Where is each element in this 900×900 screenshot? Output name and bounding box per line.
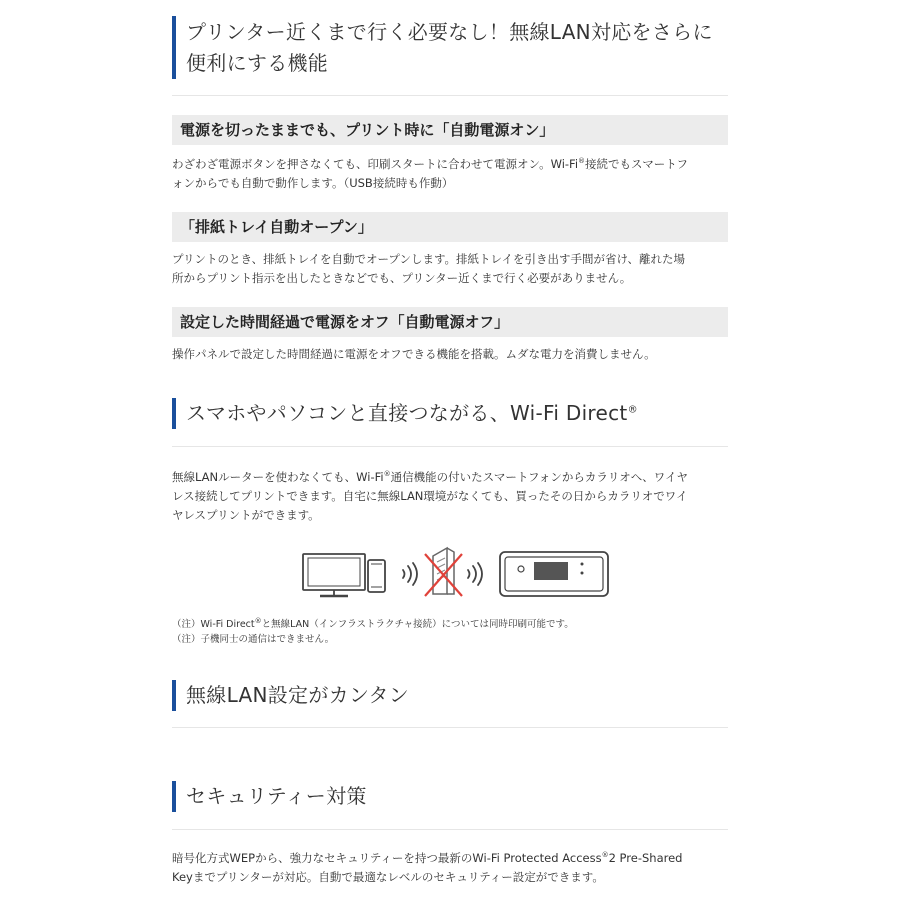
feature-body-auto-power-off	[172, 345, 728, 364]
registered-mark: ®	[601, 851, 609, 860]
text-fragment: 無線LANルーターを使わなくても、Wi-Fi	[172, 470, 384, 484]
registered-mark: ®	[254, 616, 262, 625]
body-line: ヤレスプリントができます。	[172, 508, 320, 522]
signal-waves-icon	[403, 563, 417, 585]
wifi-direct-body	[172, 468, 728, 525]
registered-mark: ®	[383, 470, 391, 479]
printer-icon	[500, 552, 608, 596]
text-fragment: 接続でもスマートフ	[585, 157, 688, 171]
section-heading-security: セキュリティー対策	[172, 781, 728, 812]
body-line: プリントのとき、排紙トレイを自動でオープンします。排紙トレイを引き出す手間が省け、離れた場	[172, 252, 686, 266]
feature-body-auto-power-on	[172, 155, 728, 193]
smartphone-icon	[368, 560, 385, 592]
text-fragment: 通信機能の付いたスマートフォンからカラリオへ、ワイヤ	[390, 470, 688, 484]
divider	[172, 727, 728, 728]
feature-body-auto-tray-open	[172, 250, 728, 288]
body-line	[172, 155, 728, 174]
wifi-direct-illustration	[300, 546, 612, 600]
body-line: 所からプリント指示を出したときなどでも、プリンター近くまで行く必要がありません。	[172, 271, 632, 285]
body-line: レス接続してプリントできます。自宅に無線LAN環境がなくても、買ったその日からカラリオでワイ	[172, 489, 688, 503]
section-heading-setup: 無線LAN設定がカンタン	[172, 680, 728, 711]
body-line: ォンからでも自動で動作します。（USB接続時も作動）	[172, 176, 454, 190]
feature-title-auto-power-on: 電源を切ったままでも、プリント時に「自動電源オン」	[172, 115, 728, 145]
signal-waves-icon	[468, 563, 482, 585]
feature-title-auto-power-off: 設定した時間経過で電源をオフ「自動電源オフ」	[172, 307, 728, 337]
section-heading-wireless	[172, 16, 728, 79]
text-fragment: と無線LAN（インフラストラクチャ接続）については同時印刷可能です。	[261, 619, 574, 630]
text-fragment: 2 Pre-Shared	[608, 851, 683, 865]
note-line	[172, 617, 728, 632]
divider	[172, 829, 728, 830]
text-fragment: わざわざ電源ボタンを押さなくても、印刷スタートに合わせて電源オン。Wi-Fi	[172, 157, 579, 171]
wifi-direct-notes	[172, 617, 728, 647]
divider	[172, 95, 728, 96]
text-fragment: （注）Wi-Fi Direct	[172, 619, 255, 630]
security-body	[172, 849, 728, 887]
router-crossed-icon	[425, 548, 462, 596]
registered-mark: ®	[627, 404, 638, 416]
text-fragment: 暗号化方式WEPから、強力なセキュリティーを持つ最新のWi-Fi Protected Access	[172, 851, 602, 865]
heading-line-2: 便利にする機能	[186, 51, 329, 75]
body-line: 操作パネルで設定した時間経過に電源をオフできる機能を搭載。ムダな電力を消費しません。	[172, 347, 656, 361]
heading-text: スマホやパソコンと直接つながる、Wi-Fi Direct	[186, 401, 628, 425]
monitor-icon	[303, 554, 365, 596]
section-heading-wifi-direct	[172, 398, 728, 429]
note-line: （注）子機同士の通信はできません。	[172, 634, 335, 645]
registered-mark: ®	[578, 157, 586, 166]
body-line	[172, 468, 728, 487]
body-line	[172, 849, 728, 868]
heading-line-1: プリンター近くまで行く必要なし！無線LAN対応をさらに	[186, 20, 713, 44]
body-line: Keyまでプリンターが対応。自動で最適なレベルのセキュリティー設定ができます。	[172, 870, 604, 884]
divider	[172, 446, 728, 447]
feature-title-auto-tray-open: 「排紙トレイ自動オープン」	[172, 212, 728, 242]
